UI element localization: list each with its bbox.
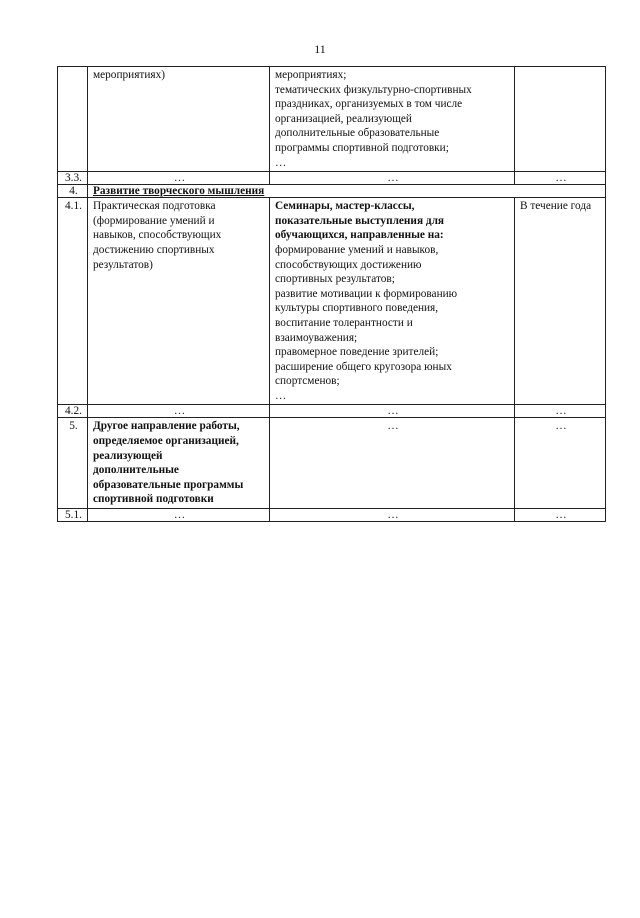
activity-cell <box>88 198 270 405</box>
activity-line: Другое направление работы, <box>93 420 240 433</box>
content-line: … <box>275 389 287 402</box>
activity-line: определяемое организацией, <box>93 435 239 448</box>
content-line: развитие мотивации к формированию <box>275 287 458 300</box>
content-cell <box>270 67 515 172</box>
content-cell: … <box>270 509 515 522</box>
content-line: праздниках, организуемых в том числе <box>275 98 463 111</box>
content-line: дополнительные образовательные <box>275 127 440 140</box>
content-line: способствующих достижению <box>275 258 422 271</box>
activity-cell: … <box>88 172 270 185</box>
row-number <box>58 67 88 172</box>
timing-cell: … <box>515 172 606 185</box>
content-cell: … <box>270 418 515 509</box>
content-heading-line: обучающихся, направленные на: <box>275 229 444 242</box>
table-row <box>58 418 606 509</box>
content-line: воспитание толерантности и <box>275 316 413 329</box>
content-cell <box>270 198 515 405</box>
activity-line: реализующей <box>93 449 163 462</box>
activity-line: (формирование умений и <box>93 214 215 227</box>
content-cell: … <box>270 172 515 185</box>
activity-cell <box>88 67 270 172</box>
content-line: формирование умений и навыков, <box>275 243 439 256</box>
content-line: мероприятиях; <box>275 69 347 81</box>
content-line: расширение общего кругозора юных <box>275 360 452 373</box>
timing-cell: В течение года <box>515 198 606 405</box>
content-line: тематических физкультурно-спортивных <box>275 83 472 96</box>
section-row <box>58 185 606 198</box>
content-cell: … <box>270 405 515 418</box>
row-number: 5. <box>58 418 88 509</box>
content-line: культуры спортивного поведения, <box>275 302 439 315</box>
activity-cell: … <box>88 405 270 418</box>
row-number: 4.1. <box>58 198 88 405</box>
activity-line: результатов) <box>93 258 153 271</box>
activity-line: навыков, способствующих <box>93 229 222 242</box>
content-line: … <box>275 156 287 169</box>
table-row <box>58 67 606 172</box>
table-row <box>58 405 606 418</box>
section-title: Развитие творческого мышления <box>88 185 606 198</box>
table-row <box>58 172 606 185</box>
content-line: организацией, реализующей <box>275 112 412 125</box>
content-line: спортсменов; <box>275 375 340 388</box>
row-number: 4. <box>58 185 88 198</box>
timing-cell: … <box>515 418 606 509</box>
activity-line: Практическая подготовка <box>93 200 216 213</box>
timing-cell <box>515 67 606 172</box>
page-number: 11 <box>314 42 326 56</box>
activity-cell: … <box>88 509 270 522</box>
table-row <box>58 198 606 405</box>
activity-text: мероприятиях) <box>93 69 165 81</box>
timing-cell: … <box>515 405 606 418</box>
content-line: программы спортивной подготовки; <box>275 141 449 154</box>
content-line: взаимоуважения; <box>275 331 358 344</box>
activity-cell <box>88 418 270 509</box>
plan-table <box>57 66 606 522</box>
timing-cell: … <box>515 509 606 522</box>
row-number: 3.3. <box>58 172 88 185</box>
content-line: спортивных результатов; <box>275 273 395 286</box>
activity-line: достижению спортивных <box>93 243 215 256</box>
table-row <box>58 509 606 522</box>
content-heading-line: Семинары, мастер-классы, <box>275 200 415 213</box>
activity-line: дополнительные <box>93 464 179 477</box>
content-line: правомерное поведение зрителей; <box>275 346 439 359</box>
activity-line: образовательные программы <box>93 478 244 491</box>
row-number: 4.2. <box>58 405 88 418</box>
activity-line: спортивной подготовки <box>93 493 214 506</box>
content-heading-line: показательные выступления для <box>275 214 445 227</box>
row-number: 5.1. <box>58 509 88 522</box>
